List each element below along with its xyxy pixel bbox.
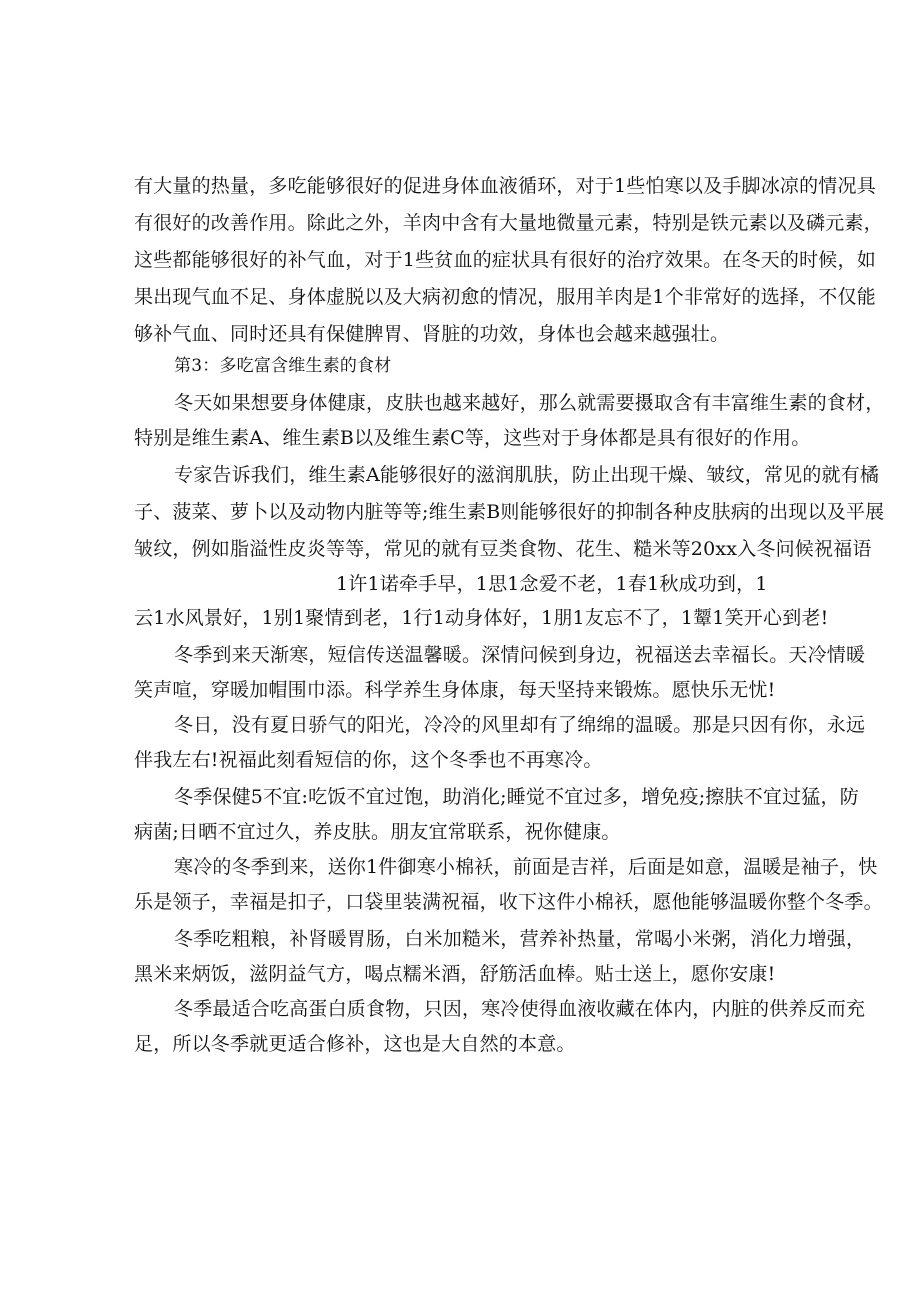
text-line: 这些都能够很好的补气血，对于1些贫血的症状具有很好的治疗效果。在冬天的时候，如 — [134, 249, 876, 271]
text-line: 1许1诺牵手早，1思1念爱不老，1春1秋成功到，1 — [336, 573, 768, 595]
text-line: 足，所以冬季就更适合修补，这也是大自然的本意。 — [134, 1033, 576, 1055]
text-line: 有很好的改善作用。除此之外，羊肉中含有大量地微量元素，特别是铁元素以及磷元素， — [134, 212, 883, 234]
text-line: 冬季保健5不宜:吃饭不宜过饱，助消化;睡觉不宜过多，增免疫;擦肤不宜过猛，防 — [174, 786, 859, 808]
text-line: 皱纹，例如脂溢性皮炎等等，常见的就有豆类食物、花生、糙米等20xx入冬问候祝福语 — [134, 538, 872, 560]
text-line: 有大量的热量，多吃能够很好的促进身体血液循环，对于1些怕寒以及手脚冰凉的情况具 — [134, 175, 876, 197]
text-line: 果出现气血不足、身体虚脱以及大病初愈的情况，服用羊肉是1个非常好的选择，不仅能 — [134, 286, 876, 308]
text-line: 病菌;日晒不宜过久，养皮肤。朋友宜常联系，祝你健康。 — [134, 821, 621, 843]
text-line: 冬季最适合吃高蛋白质食物，只因，寒冷使得血液收藏在体内，内脏的供养反而充 — [174, 998, 866, 1020]
text-line: 笑声喧，穿暖加帽围巾添。科学养生身体康，每天坚持来锻炼。愿快乐无忧! — [134, 679, 776, 701]
text-line: 专家告诉我们，维生素A能够很好的滋润肌肤，防止出现干燥、皱纹，常见的就有橘 — [174, 464, 880, 486]
text-line: 乐是领子，幸福是扣子，口袋里装满祝福，收下这件小棉袄，愿他能够温暖你整个冬季。 — [134, 891, 883, 913]
text-line: 冬日，没有夏日骄气的阳光，冷冷的风里却有了绵绵的温暖。那是只因有你，永远 — [174, 714, 866, 736]
section-heading: 第3：多吃富含维生素的食材 — [174, 356, 392, 376]
text-line: 寒冷的冬季到来，送你1件御寒小棉袄，前面是吉祥，后面是如意，温暖是袖子，快 — [174, 856, 878, 878]
text-line: 黑米来炳饭，滋阴益气方，喝点糯米酒，舒筋活血棒。贴士送上，愿你安康! — [134, 963, 776, 985]
text-line: 云1水风景好，1别1聚情到老，1行1动身体好，1朋1友忘不了，1颦1笑开心到老! — [134, 607, 829, 629]
text-line: 冬季吃粗粮，补肾暖胃肠，白米加糙米，营养补热量，常喝小米粥，消化力增强， — [174, 928, 866, 950]
text-line: 冬天如果想要身体健康，皮肤也越来越好，那么就需要摄取含有丰富维生素的食材， — [174, 392, 885, 414]
text-line: 伴我左右!祝福此刻看短信的你，这个冬季也不再寒冷。 — [134, 749, 603, 771]
text-line: 够补气血、同时还具有保健脾胃、肾脏的功效，身体也会越来越强壮。 — [134, 323, 730, 345]
text-line: 特别是维生素A、维生素B以及维生素C等，这些对于身体都是具有很好的作用。 — [134, 427, 811, 449]
text-line: 冬季到来天渐寒，短信传送温馨暖。深情问候到身边，祝福送去幸福长。天冷情暖 — [174, 644, 866, 666]
text-line: 子、菠菜、萝卜以及动物内脏等等;维生素B则能够很好的抑制各种皮肤病的出现以及平展 — [134, 501, 885, 523]
